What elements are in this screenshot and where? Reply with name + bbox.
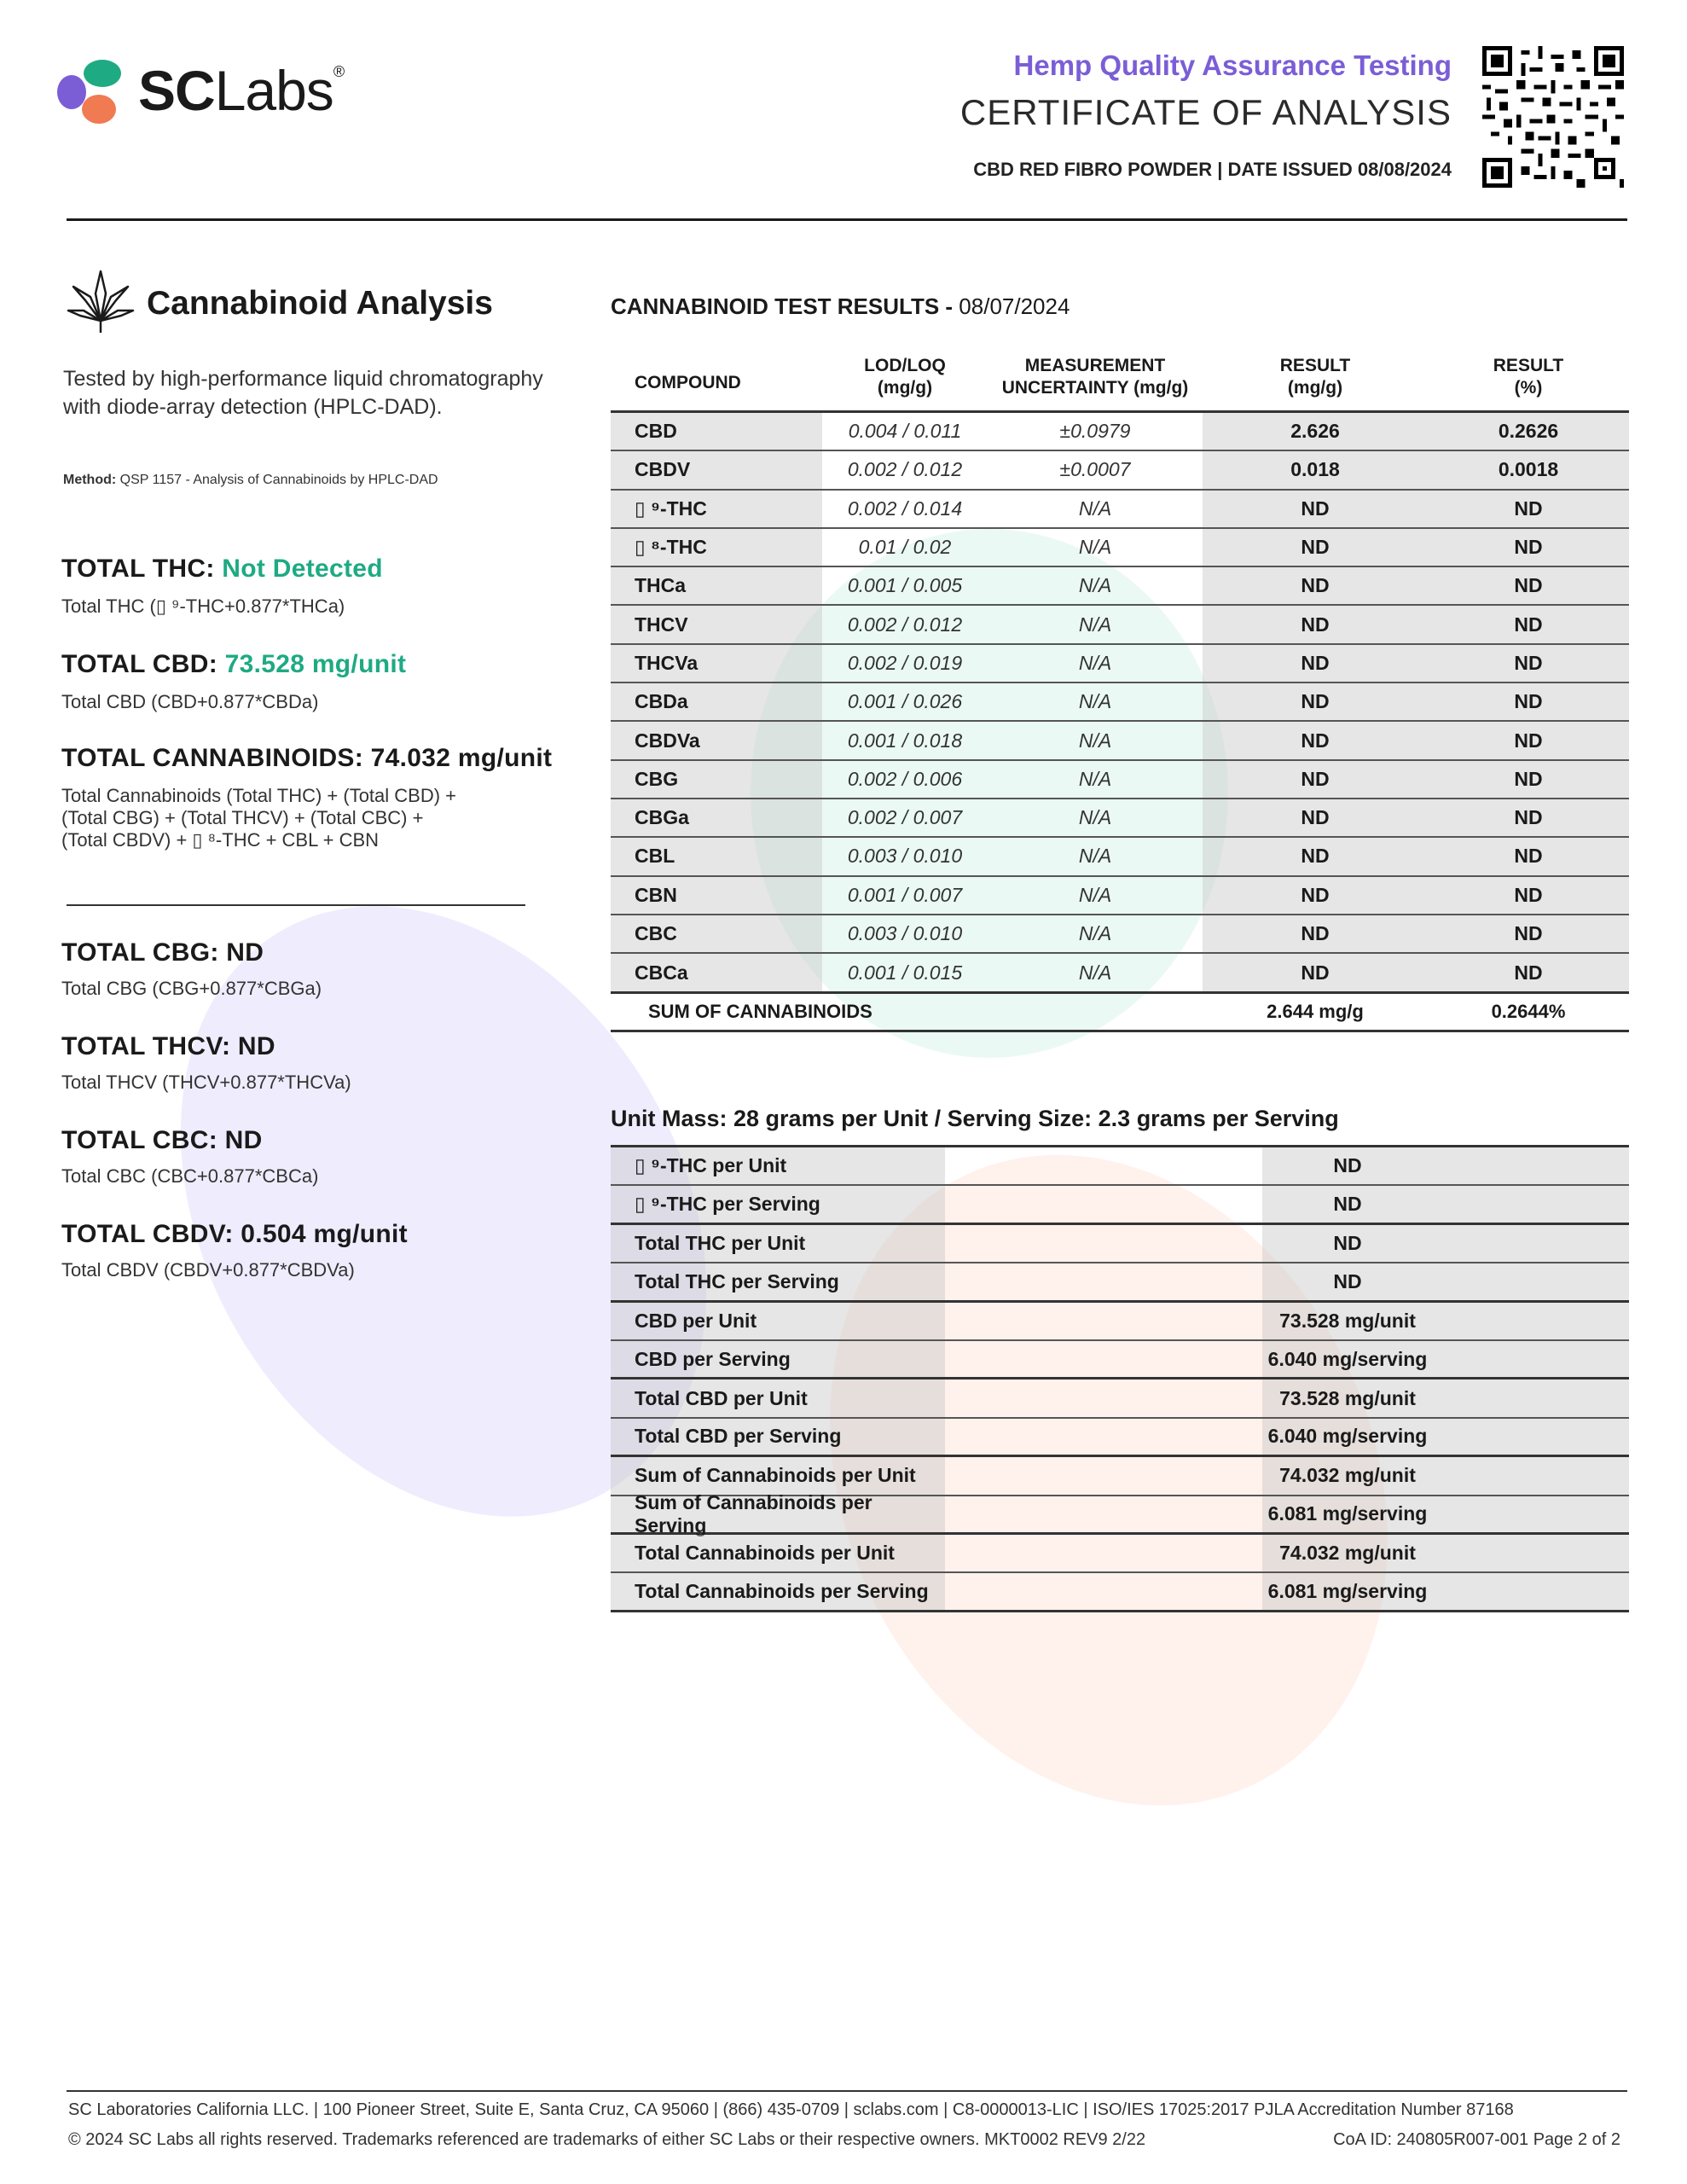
table-row — [611, 1419, 1629, 1457]
unit-blank-cell — [945, 1573, 1262, 1609]
total-cbc-formula: Total CBC (CBC+0.877*CBCa) — [61, 1165, 319, 1187]
unit-blank-cell — [945, 1303, 1262, 1339]
sum-pct: 0.2644% — [1491, 1001, 1566, 1022]
uncertainty-cell: N/A — [1078, 922, 1112, 944]
lod-cell: 0.001 / 0.015 — [847, 961, 963, 985]
compound-cell: CBL — [611, 838, 822, 874]
result-mg-cell: ND — [1203, 567, 1428, 604]
total-cannabinoids-formula-3: (Total CBDV) + ▯ ⁸-THC + CBL + CBN — [61, 829, 380, 851]
result-pct-cell: ND — [1428, 954, 1629, 992]
compound-cell: CBG — [611, 761, 822, 798]
result-pct-cell: 0.2626 — [1428, 413, 1629, 450]
result-mg-cell: ND — [1203, 799, 1428, 836]
compound-cell: CBDa — [611, 683, 822, 720]
unit-value-cell: 73.528 mg/unit — [1262, 1303, 1629, 1339]
compound-cell: THCa — [611, 567, 822, 604]
unit-blank-cell — [945, 1419, 1262, 1455]
total-cannabinoids: TOTAL CANNABINOIDS: 74.032 mg/unit — [61, 744, 553, 772]
uncertainty-cell: N/A — [1078, 961, 1112, 985]
unit-value-cell: 6.081 mg/serving — [1262, 1496, 1629, 1532]
compound-cell: CBDV — [611, 451, 822, 488]
unit-name-cell: CBD per Serving — [611, 1341, 945, 1377]
unit-name-cell: Total THC per Unit — [611, 1225, 945, 1262]
unit-value-cell: 6.040 mg/serving — [1262, 1419, 1629, 1455]
table-row — [611, 761, 1629, 799]
table-row — [611, 877, 1629, 915]
uncertainty-cell: N/A — [1078, 806, 1112, 829]
header-result-mg: RESULT (mg/g) — [1279, 356, 1351, 398]
unit-value-cell: 6.040 mg/serving — [1262, 1341, 1629, 1377]
uncertainty-cell: N/A — [1078, 651, 1112, 674]
result-mg-cell: ND — [1203, 683, 1428, 720]
logo-wordmark: SCLabs® — [138, 59, 345, 122]
total-cbd-formula: Total CBD (CBD+0.877*CBDa) — [61, 691, 319, 712]
result-pct-cell: ND — [1428, 877, 1629, 914]
product-date-meta: CBD RED FIBRO POWDER | DATE ISSUED 08/08/2024 — [973, 159, 1452, 180]
table-row — [611, 645, 1629, 683]
unit-value-cell: 74.032 mg/unit — [1262, 1535, 1629, 1571]
result-mg-cell: ND — [1203, 838, 1428, 874]
table-row — [611, 1147, 1629, 1186]
results-table-header — [611, 355, 1629, 411]
uncertainty-cell: N/A — [1078, 574, 1112, 597]
result-mg-cell: ND — [1203, 877, 1428, 914]
result-pct-cell: ND — [1428, 606, 1629, 642]
total-thc: TOTAL THC: Not Detected — [61, 555, 383, 583]
result-mg-cell: ND — [1203, 915, 1428, 952]
lod-cell: 0.002 / 0.019 — [847, 651, 963, 674]
result-mg-cell: 2.626 — [1203, 413, 1428, 450]
result-pct-cell: 0.0018 — [1428, 451, 1629, 488]
result-pct-cell: ND — [1428, 567, 1629, 604]
table-row — [611, 683, 1629, 722]
lod-cell: 0.002 / 0.007 — [847, 806, 963, 829]
qr-code-icon — [1482, 46, 1624, 188]
total-thcv-formula: Total THCV (THCV+0.877*THCVa) — [61, 1072, 351, 1093]
uncertainty-cell: N/A — [1078, 845, 1112, 868]
table-row — [611, 1225, 1629, 1263]
compound-cell: THCV — [611, 606, 822, 642]
table-row — [611, 954, 1629, 992]
footer-divider — [67, 2090, 1627, 2092]
lod-cell: 0.01 / 0.02 — [858, 536, 952, 559]
unit-blank-cell — [945, 1263, 1262, 1299]
result-mg-cell: ND — [1203, 491, 1428, 527]
unit-name-cell: ▯ ⁹-THC per Serving — [611, 1186, 945, 1222]
result-mg-cell: ND — [1203, 645, 1428, 682]
header-uncertainty: MEASUREMENT UNCERTAINTY (mg/g) — [1001, 356, 1189, 398]
result-mg-cell: ND — [1203, 606, 1428, 642]
sum-mg: 2.644 mg/g — [1267, 1001, 1364, 1022]
lod-cell: 0.001 / 0.005 — [847, 574, 963, 597]
result-mg-cell: ND — [1203, 954, 1428, 992]
unit-blank-cell — [945, 1496, 1262, 1532]
footer-copyright: © 2024 SC Labs all rights reserved. Trademarks referenced are trademarks of either SC Labs or their respective owners. MKT0002 REV9 2/22 — [68, 2130, 1146, 2149]
lod-cell: 0.001 / 0.018 — [847, 729, 963, 752]
total-cbc: TOTAL CBC: ND — [61, 1126, 263, 1154]
total-thcv: TOTAL THCV: ND — [61, 1032, 275, 1060]
table-row — [611, 1186, 1629, 1224]
result-mg-cell: ND — [1203, 722, 1428, 758]
table-row — [611, 1303, 1629, 1341]
sum-of-cannabinoids-row — [611, 994, 1629, 1030]
unit-blank-cell — [945, 1535, 1262, 1571]
lod-cell: 0.002 / 0.012 — [847, 613, 963, 636]
lod-cell: 0.001 / 0.007 — [847, 883, 963, 906]
compound-cell: ▯ ⁸-THC — [611, 529, 822, 566]
result-mg-cell: 0.018 — [1203, 451, 1428, 488]
uncertainty-cell: N/A — [1078, 883, 1112, 906]
sum-label: SUM OF CANNABINOIDS — [648, 1001, 872, 1022]
header-lod: LOD/LOQ (mg/g) — [864, 356, 946, 398]
analysis-description: Tested by high-performance liquid chromatography with diode-array detection (HPLC-DAD). — [63, 367, 543, 419]
lod-cell: 0.001 / 0.026 — [847, 690, 963, 713]
unit-name-cell: Total CBD per Serving — [611, 1419, 945, 1455]
compound-cell: CBCa — [611, 954, 822, 992]
uncertainty-cell: ±0.0007 — [1059, 458, 1131, 481]
table-row — [611, 413, 1629, 451]
lod-cell: 0.002 / 0.012 — [847, 458, 963, 481]
unit-value-cell: 74.032 mg/unit — [1262, 1457, 1629, 1494]
result-mg-cell: ND — [1203, 761, 1428, 798]
sc-labs-logo-icon — [55, 55, 140, 131]
unit-value-cell: ND — [1262, 1263, 1629, 1299]
uncertainty-cell: N/A — [1078, 536, 1112, 559]
result-pct-cell: ND — [1428, 722, 1629, 758]
compound-cell: CBC — [611, 915, 822, 952]
lod-cell: 0.003 / 0.010 — [847, 922, 963, 944]
unit-name-cell: Total CBD per Unit — [611, 1380, 945, 1416]
unit-name-cell: CBD per Unit — [611, 1303, 945, 1339]
result-pct-cell: ND — [1428, 915, 1629, 952]
uncertainty-cell: N/A — [1078, 729, 1112, 752]
unit-blank-cell — [945, 1380, 1262, 1416]
result-pct-cell: ND — [1428, 838, 1629, 874]
footer-company-info: SC Laboratories California LLC. | 100 Pioneer Street, Suite E, Santa Cruz, CA 95060 | (866) 435-0709 | sclabs.com | C8-0000013-LIC | ISO/IES 17025:2017 PJLA Accreditation Number 87168 — [68, 2100, 1514, 2119]
total-cannabinoids-formula-2: (Total CBG) + (Total THCV) + (Total CBC) + — [61, 807, 424, 828]
unit-value-cell: ND — [1262, 1147, 1629, 1184]
unit-name-cell: Total Cannabinoids per Serving — [611, 1573, 945, 1609]
results-table-body — [611, 413, 1629, 992]
table-row — [611, 1380, 1629, 1418]
method-note: Method: QSP 1157 - Analysis of Cannabinoids by HPLC-DAD — [63, 473, 438, 487]
unit-blank-cell — [945, 1341, 1262, 1377]
table-row — [611, 1573, 1629, 1612]
result-pct-cell: ND — [1428, 799, 1629, 836]
table-row — [611, 915, 1629, 954]
uncertainty-cell: N/A — [1078, 613, 1112, 636]
document-title: CERTIFICATE OF ANALYSIS — [959, 92, 1452, 132]
total-thc-formula: Total THC (▯ ⁹-THC+0.877*THCa) — [61, 595, 345, 617]
result-pct-cell: ND — [1428, 529, 1629, 566]
uncertainty-cell: N/A — [1078, 767, 1112, 790]
header-compound: COMPOUND — [635, 373, 741, 392]
table-row — [611, 1490, 1629, 1536]
compound-cell: THCVa — [611, 645, 822, 682]
total-cbd: TOTAL CBD: 73.528 mg/unit — [61, 650, 407, 678]
total-cannabinoids-formula-1: Total Cannabinoids (Total THC) + (Total CBD) + — [61, 785, 457, 806]
unit-blank-cell — [945, 1147, 1262, 1184]
result-mg-cell: ND — [1203, 529, 1428, 566]
table-row — [611, 722, 1629, 760]
compound-cell: CBDVa — [611, 722, 822, 758]
table-row — [611, 1341, 1629, 1380]
footer-coa-id: CoA ID: 240805R007-001 Page 2 of 2 — [1333, 2130, 1620, 2149]
compound-cell: CBD — [611, 413, 822, 450]
table-row — [611, 606, 1629, 644]
compound-cell: ▯ ⁹-THC — [611, 491, 822, 527]
unit-value-cell: ND — [1262, 1225, 1629, 1262]
result-pct-cell: ND — [1428, 491, 1629, 527]
section-title: Cannabinoid Analysis — [147, 285, 493, 322]
table-row — [611, 567, 1629, 606]
unit-blank-cell — [945, 1457, 1262, 1494]
unit-value-cell: ND — [1262, 1186, 1629, 1222]
header-result-pct: RESULT (%) — [1493, 356, 1564, 398]
unit-name-cell: Total THC per Serving — [611, 1263, 945, 1299]
unit-name-cell: Sum of Cannabinoids per Serving — [611, 1496, 945, 1532]
table-row — [611, 491, 1629, 529]
total-cbg-formula: Total CBG (CBG+0.877*CBGa) — [61, 978, 322, 999]
total-cbdv: TOTAL CBDV: 0.504 mg/unit — [61, 1220, 408, 1248]
result-pct-cell: ND — [1428, 761, 1629, 798]
unit-blank-cell — [945, 1225, 1262, 1262]
table-row — [611, 799, 1629, 838]
results-title: CANNABINOID TEST RESULTS - 08/07/2024 — [611, 293, 1070, 319]
table-row — [611, 1457, 1629, 1496]
sum-bottom-rule — [611, 1030, 1629, 1032]
table-row — [611, 451, 1629, 490]
table-row — [611, 529, 1629, 567]
cannabis-leaf-icon — [67, 268, 135, 336]
uncertainty-cell: N/A — [1078, 690, 1112, 713]
lod-cell: 0.003 / 0.010 — [847, 845, 963, 868]
compound-cell: CBN — [611, 877, 822, 914]
header-divider — [67, 218, 1627, 221]
uncertainty-cell: N/A — [1078, 497, 1112, 520]
compound-cell: CBGa — [611, 799, 822, 836]
lod-cell: 0.002 / 0.006 — [847, 767, 963, 790]
lod-cell: 0.002 / 0.014 — [847, 497, 963, 520]
unit-value-cell: 6.081 mg/serving — [1262, 1573, 1629, 1609]
result-pct-cell: ND — [1428, 683, 1629, 720]
unit-name-cell: Total Cannabinoids per Unit — [611, 1535, 945, 1571]
table-row — [611, 838, 1629, 876]
left-divider — [67, 904, 525, 906]
table-row — [611, 1263, 1629, 1302]
unit-blank-cell — [945, 1186, 1262, 1222]
total-cbg: TOTAL CBG: ND — [61, 938, 264, 967]
total-cbdv-formula: Total CBDV (CBDV+0.877*CBDVa) — [61, 1259, 355, 1281]
unit-value-cell: 73.528 mg/unit — [1262, 1380, 1629, 1416]
unit-table — [611, 1147, 1629, 1612]
lod-cell: 0.004 / 0.011 — [848, 420, 962, 443]
uncertainty-cell: ±0.0979 — [1059, 420, 1131, 443]
unit-mass-title: Unit Mass: 28 grams per Unit / Serving Size: 2.3 grams per Serving — [611, 1106, 1339, 1131]
table-row — [611, 1535, 1629, 1573]
unit-name-cell: Sum of Cannabinoids per Unit — [611, 1457, 945, 1494]
unit-name-cell: ▯ ⁹-THC per Unit — [611, 1147, 945, 1184]
header-subtitle: Hemp Quality Assurance Testing — [1013, 49, 1452, 81]
result-pct-cell: ND — [1428, 645, 1629, 682]
